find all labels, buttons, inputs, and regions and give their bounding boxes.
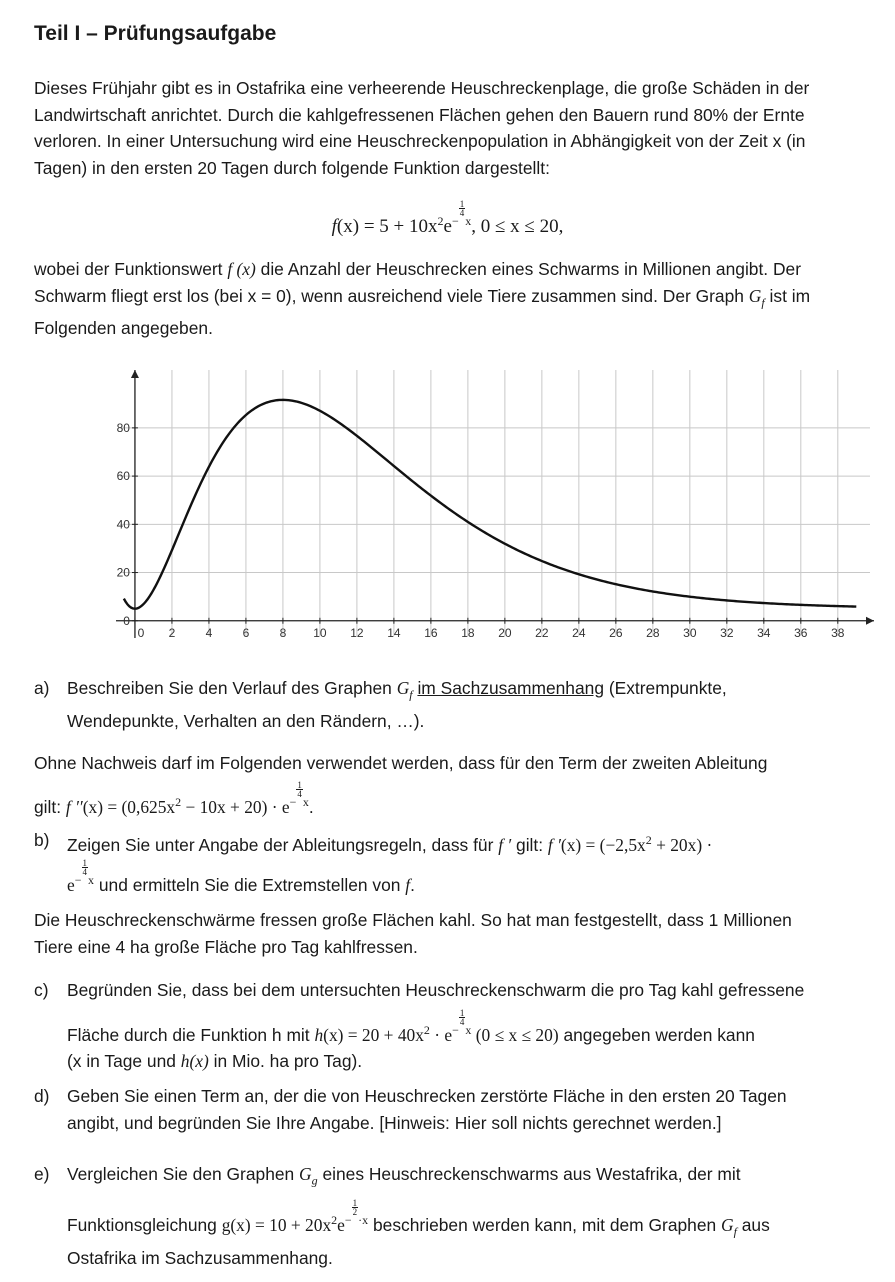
consumption-paragraph (34, 907, 879, 960)
desc-line: wobei der Funktionswert f (x) die Anzahl der Heuschrecken eines Schwarms in Millionen angibt. Der (34, 259, 801, 279)
task-b: b) Zeigen Sie unter Angabe der Ableitungsregeln, dass für f ′ gilt: f $'(x) = (-2,5x^2 + 20x)$ · $e^{- \frac{1}{4} x}$ und ermitteln Sie die Extremstellen von f. (34, 827, 884, 898)
note-line: Ohne Nachweis darf im Folgenden verwendet werden, dass für den Term der zweiten Ableitung (34, 753, 768, 773)
x-tick-label: 10 (313, 625, 327, 640)
x-tick-label: 16 (424, 625, 438, 640)
x-tick-label: 38 (831, 625, 845, 640)
x-tick-label: 36 (794, 625, 808, 640)
exponent: 2 (437, 214, 444, 228)
desc-line: Schwarm fliegt erst los (bei x = 0), wenn ausreichend viele Tiere zusammen sind. Der Graph $G_f$ ist im (34, 285, 811, 309)
x-tick-label: 18 (461, 625, 475, 640)
description-paragraph (34, 256, 879, 342)
task-e: e) Vergleichen Sie den Graphen $G_g$ eines Heuschreckenschwarms aus Westafrika, der mit Funktionsgleichung $g(x) = 10 + 20x^2e^{- \frac{1}{2} \cdot x}$ beschrieben werden kann, mit dem Graphen $G_f$ aus Ostafrika im Sachzusammenhang. (34, 1161, 884, 1271)
graph-curve (124, 400, 856, 609)
intro-paragraph (34, 75, 879, 181)
x-tick-label: 8 (279, 625, 287, 640)
function-graph (110, 360, 880, 660)
intro-line: Landwirtschaft anrichtet. Durch die kahlgefressenen Flächen gehen den Bauern rund 80% der Ernte (34, 104, 805, 125)
x-axis-arrow (866, 617, 874, 625)
x-tick-label: 28 (646, 625, 660, 640)
task-c: c) Begründen Sie, dass bei dem untersuchten Heuschreckenschwarm die pro Tag kahl gefressene Fläche durch die Funktion h mit $h(x) = 20 + 40x^2 \cdot e^{- \frac{1}{4} x}$ (0 ≤ x ≤ 20) angegeben werden kann (x in Tage und h(x) in Mio. ha pro Tag). (34, 977, 884, 1075)
func-body: (x) = 5 + 10x (336, 216, 438, 237)
y-axis-arrow (131, 370, 139, 378)
x-tick-label: 14 (387, 625, 401, 640)
euler-e: e (443, 216, 452, 237)
function-definition (0, 200, 895, 238)
second-derivative-note (34, 750, 879, 820)
x-tick-label: 4 (205, 625, 213, 640)
y-tick-label: 80 (116, 420, 130, 435)
x-tick-label: 30 (683, 625, 697, 640)
task-label: e) (34, 1164, 50, 1184)
x-tick-label: 22 (535, 625, 549, 640)
func-range: , 0 ≤ x ≤ 20, (471, 216, 564, 237)
underlined-phrase: im Sachzusammenhang (417, 678, 604, 698)
y-tick-label: 20 (116, 565, 130, 580)
task-label: c) (34, 980, 49, 1000)
x-tick-label: 24 (572, 625, 586, 640)
x-tick-label: 26 (609, 625, 623, 640)
task-d: d) Geben Sie einen Term an, der die von Heuschrecken zerstörte Fläche in den ersten 20 Tagen angibt, und begründen Sie Ihre Angabe. [Hinweis: Hier soll nichts gerechnet werden.] (34, 1083, 884, 1136)
axes (116, 370, 874, 638)
x-tick-label: 20 (498, 625, 512, 640)
intro-line: Dieses Frühjahr gibt es in Ostafrika eine verheerende Heuschreckenplage, die große Schäden in der (34, 78, 810, 98)
task-label: d) (34, 1086, 50, 1106)
desc-line: Folgenden angegeben. (34, 318, 213, 339)
exponent: − 1 4 x (451, 199, 472, 228)
para-line: Tiere eine 4 ha große Fläche pro Tag kahlfressen. (34, 936, 418, 957)
note-line: gilt: f $''(x) = (0,625x^2 - 10x + 20) \cdot e^{- \frac{1}{4} x}$. (34, 779, 314, 817)
task-label: b) (34, 830, 50, 850)
intro-line: verloren. In einer Untersuchung wird eine Heuschreckenpopulation in Abhängigkeit von der Zeit x (in (34, 131, 806, 151)
func-name: f (331, 216, 337, 237)
y-tick-label: 0 (123, 613, 130, 628)
x-tick-label: 0 (137, 625, 145, 640)
task-label: a) (34, 678, 50, 698)
task-a: a) Beschreiben Sie den Verlauf des Graphen $G_f$ im Sachzusammenhang (Extrempunkte, Wendepunkte, Verhalten an den Rändern, …). (34, 675, 884, 734)
x-tick-label: 6 (242, 625, 250, 640)
y-tick-label: 40 (116, 517, 130, 532)
x-tick-label: 32 (720, 625, 734, 640)
x-tick-label: 12 (350, 625, 364, 640)
grid (120, 370, 870, 636)
intro-line: Tagen) in den ersten 20 Tagen durch folgende Funktion dargestellt: (34, 157, 550, 178)
x-tick-label: 34 (757, 625, 771, 640)
page-title: Teil I – Prüfungsaufgabe (34, 22, 277, 45)
x-tick-label: 2 (168, 625, 176, 640)
y-tick-label: 60 (116, 469, 130, 484)
para-line: Die Heuschreckenschwärme fressen große Flächen kahl. So hat man festgestellt, dass 1 Millionen (34, 910, 792, 930)
